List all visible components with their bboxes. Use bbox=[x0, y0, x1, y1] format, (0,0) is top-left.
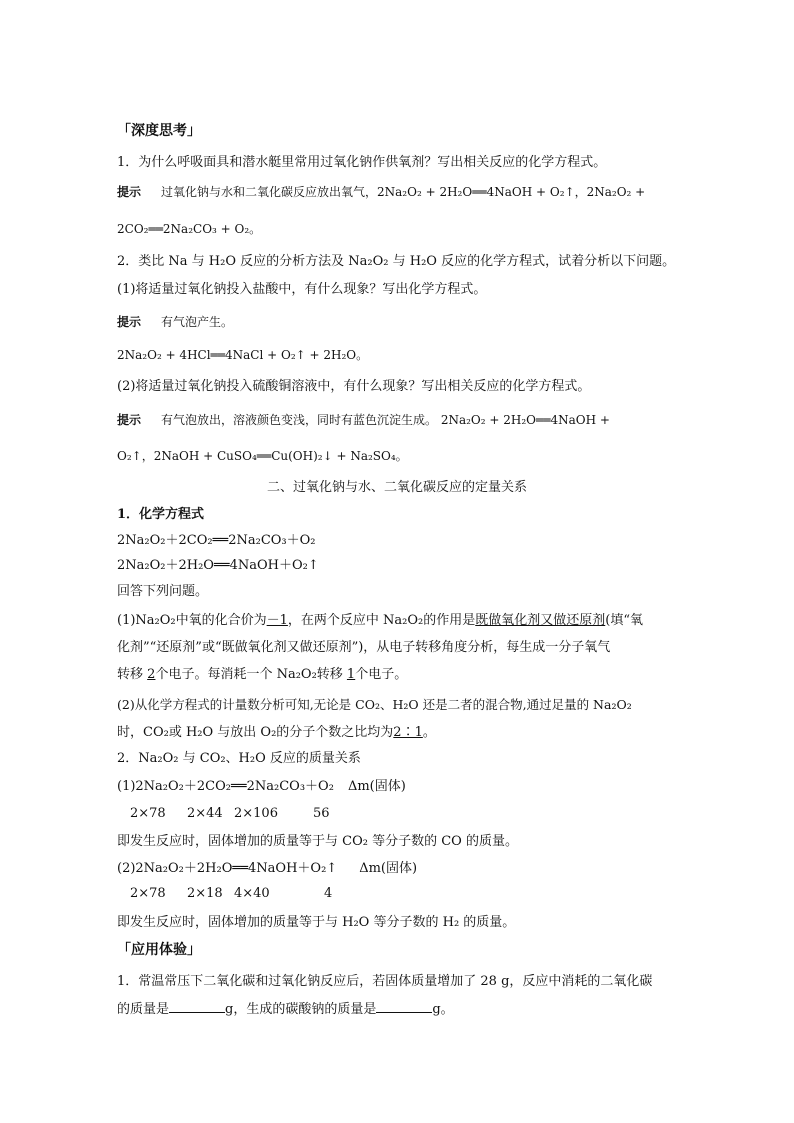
text: 时，CO₂或 H₂O 与放出 O₂的分子个数之比均为 bbox=[117, 725, 394, 740]
value: 2×78 bbox=[130, 806, 166, 821]
mass-eq-2 bbox=[117, 860, 417, 878]
mass-note-2: 即发生反应时，固体增加的质量等于与 H₂O 等分子数的 H₂ 的质量。 bbox=[117, 915, 516, 930]
question-2: 2．类比 Na 与 H₂O 反应的分析方法及 Na₂O₂ 与 H₂O 反应的化学方程式，试着分析以下问题。 bbox=[117, 254, 676, 269]
text: 。 bbox=[422, 725, 436, 740]
value: 56 bbox=[313, 806, 330, 821]
equation-hcl: 2Na₂O₂ + 4HCl══4NaCl + O₂↑ + 2H₂O。 bbox=[117, 348, 369, 362]
blank-co2-mass[interactable] bbox=[169, 1000, 225, 1013]
apply-question-1-line2 bbox=[117, 1000, 454, 1019]
point-1-line2: 化剂”“还原剂”或“既做氧化剂又做还原剂”)，从电子转移角度分析，每生成一分子氧气 bbox=[117, 640, 611, 655]
point-2-line2 bbox=[117, 724, 436, 742]
hint-text: 有气泡放出，溶液颜色变浅，同时有蓝色沉淀生成。 2Na₂O₂ + 2H₂O══4NaOH + bbox=[161, 413, 610, 427]
hint-2-2 bbox=[117, 411, 610, 429]
text: g，生成的碳酸钠的质量是 bbox=[225, 1002, 377, 1017]
hint-1 bbox=[117, 183, 645, 201]
value: 4 bbox=[324, 886, 333, 901]
value: 2×18 bbox=[187, 886, 223, 901]
answer-electrons-o2: 2 bbox=[147, 667, 156, 682]
mass-note-1: 即发生反应时，固体增加的质量等于与 CO₂ 等分子数的 CO 的质量。 bbox=[117, 834, 518, 849]
equation-co2: 2Na₂O₂＋2CO₂══2Na₂CO₃＋O₂ bbox=[117, 533, 316, 548]
question-2-2: (2)将适量过氧化钠投入硫酸铜溶液中，有什么现象？写出相关反应的化学方程式。 bbox=[117, 379, 591, 394]
equation: (2)2Na₂O₂＋2H₂O══4NaOH＋O₂↑ bbox=[117, 861, 338, 876]
subheading-text: 1．化学方程式 bbox=[117, 507, 205, 522]
text: g。 bbox=[432, 1002, 454, 1017]
point-2: (2)从化学方程式的计量数分析可知,无论是 CO₂、H₂O 还是二者的混合物,通过足量的 Na₂O₂ bbox=[117, 697, 632, 712]
equation: (1)2Na₂O₂＋2CO₂══2Na₂CO₃＋O₂ bbox=[117, 779, 334, 794]
answer-electrons-na2o2: 1 bbox=[346, 667, 356, 682]
text: 个电子。每消耗一个 Na₂O₂转移 bbox=[155, 667, 343, 682]
subheading-equations bbox=[117, 506, 204, 524]
section-heading-two: 二、过氧化钠与水、二氧化碳反应的定量关系 bbox=[266, 480, 527, 495]
answer-valence: －1 bbox=[266, 613, 288, 628]
hint-2-1 bbox=[117, 313, 233, 331]
value: 4×40 bbox=[234, 886, 270, 901]
point-1 bbox=[117, 612, 643, 630]
hint-label: 提示 bbox=[117, 413, 142, 427]
section-title-deep-thinking: 「深度思考」 bbox=[117, 123, 201, 139]
text: 转移 bbox=[117, 667, 144, 682]
answer-prompt: 回答下列问题。 bbox=[117, 584, 209, 599]
text: (填“氧 bbox=[605, 613, 643, 628]
hint-1-cont: 2CO₂══2Na₂CO₃ + O₂。 bbox=[117, 222, 262, 236]
value: 2×78 bbox=[130, 886, 166, 901]
delta-m: Δm(固体) bbox=[359, 861, 418, 876]
section-title-application: 「应用体验」 bbox=[117, 942, 201, 958]
hint-label: 提示 bbox=[117, 315, 142, 329]
blank-na2co3-mass[interactable] bbox=[376, 1000, 432, 1013]
subheading-mass-relation: 2．Na₂O₂ 与 CO₂、H₂O 反应的质量关系 bbox=[117, 751, 361, 766]
answer-role: 既做氧化剂又做还原剂 bbox=[475, 613, 606, 628]
apply-question-1: 1．常温常压下二氧化碳和过氧化钠反应后，若固体质量增加了 28 g，反应中消耗的二氧化碳 bbox=[117, 974, 653, 989]
question-1: 1．为什么呼吸面具和潜水艇里常用过氧化钠作供氧剂？写出相关反应的化学方程式。 bbox=[117, 155, 607, 170]
point-1-line3 bbox=[117, 666, 407, 684]
text: ，在两个反应中 Na₂O₂的作用是 bbox=[287, 613, 476, 628]
question-2-1: (1)将适量过氧化钠投入盐酸中，有什么现象？写出化学方程式。 bbox=[117, 282, 487, 297]
value: 2×106 bbox=[234, 806, 278, 821]
hint-text: 过氧化钠与水和二氧化碳反应放出氧气，2Na₂O₂ + 2H₂O══4NaOH + O₂↑，2Na₂O₂ + bbox=[161, 185, 646, 199]
text: (1)Na₂O₂中氧的化合价为 bbox=[117, 613, 267, 628]
text: 的质量是 bbox=[117, 1002, 170, 1017]
hint-label: 提示 bbox=[117, 185, 142, 199]
hint-text: 有气泡产生。 bbox=[161, 315, 234, 329]
answer-ratio: 2∶1 bbox=[393, 725, 423, 740]
hint-2-2-cont: O₂↑，2NaOH + CuSO₄══Cu(OH)₂↓ + Na₂SO₄。 bbox=[117, 449, 408, 463]
value: 2×44 bbox=[187, 806, 223, 821]
equation-h2o: 2Na₂O₂＋2H₂O══4NaOH＋O₂↑ bbox=[117, 558, 319, 573]
text: 个电子。 bbox=[355, 667, 408, 682]
delta-m: Δm(固体) bbox=[347, 779, 406, 794]
mass-eq-1 bbox=[117, 778, 406, 796]
